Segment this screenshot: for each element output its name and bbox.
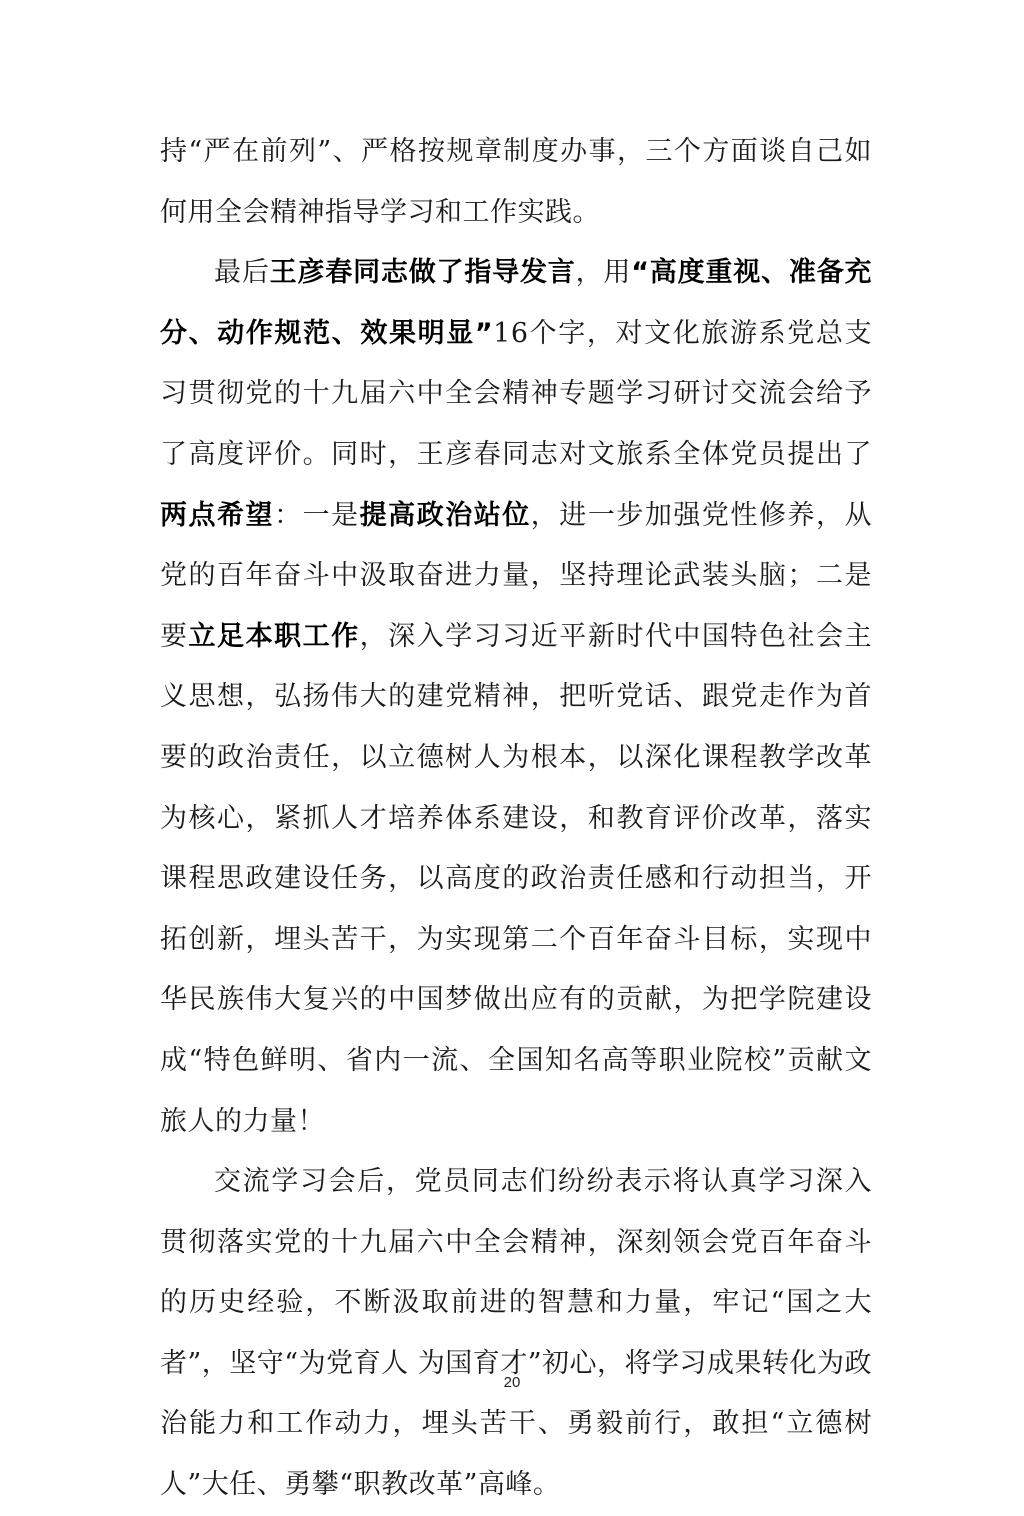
paragraph-continuation [160,122,872,243]
paragraph-2-segment: 最后 [214,257,270,289]
bold-phrase: “高度重视、准备充分、动作规范、效果明显” [160,257,873,349]
paragraph-2-segment: ：一是 [274,499,360,531]
bold-phrase: 两点希望 [160,499,275,531]
bold-phrase: 王彦春同志做了指导发言 [269,257,576,289]
paragraph-3-segment: 交流学习会后，党员同志们纷纷表示将认真学习深入贯彻落实党的十九届六中全会精神，深刻领会党百年奋斗的历史经验，不断汲取前进的智慧和力量，牢记“国之大者”，坚守“为党育人 为国育才”初心，将学习成果转化为政治能力和工作动力，埋头苦干、勇毅前行，敢担“立德树人”大任、勇攀“职教改革”高峰。 [160,1166,872,1501]
body-text [160,122,872,1516]
bold-phrase: 立足本职工作 [188,620,360,652]
paragraph-2-segment: 16个字，对文化旅游系党总支习贯彻党的十九届六中全会精神专题学习研讨交流会给予了高度评价。同时，王彦春同志对文旅系全体党员提出了 [160,317,873,470]
page-number: 20 [503,1374,521,1391]
paragraph-guidance-speech [160,243,872,1152]
bold-phrase: 提高政治站位 [359,499,531,531]
paragraph-2-segment: ，深入学习习近平新时代中国特色社会主义思想，弘扬伟大的建党精神，把听党话、跟党走作为首要的政治责任，以立德树人为根本，以深化课程教学改革为核心，紧抓人才培养体系建设，和教育评价改革，落实课程思政建设任务，以高度的政治责任感和行动担当，开拓创新，埋头苦干，为实现第二个百年奋斗目标，实现中华民族伟大复兴的中国梦做出应有的贡献，为把学院建设成“特色鲜明、省内一流、全国知名高等职业院校”贡献文旅人的力量！ [160,620,873,1137]
paragraph-conclusion [160,1152,872,1516]
paragraph-1-segment: 持“严在前列”、严格按规章制度办事，三个方面谈自己如何用全会精神指导学习和工作实践。 [160,136,872,228]
paragraph-2-segment: ，进一步加强党性修养，从党的百年奋斗中汲取奋进力量，坚持理论武装头脑；二是要 [160,499,873,652]
paragraph-2-segment: ，用 [575,257,632,289]
